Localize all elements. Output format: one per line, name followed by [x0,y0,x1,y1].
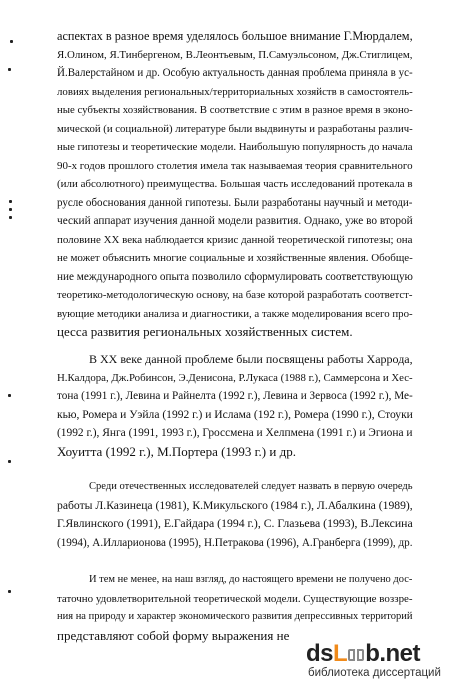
scan-mark [9,208,12,211]
text-line: 90-х годов прошлого столетия имела так называемая теория сравнительного [57,159,413,172]
text-line: кью, Ромера и Уэйла (1992 г.) и Ислама (192 г.), Ромера (1990 г.), Стоуки [57,408,413,421]
text-line: цесса развития региональных хозяйственных систем. [57,324,353,339]
dslib-logo [306,640,420,668]
scan-mark [8,590,11,593]
text-line: вующие методики анализа и диагностики, а также моделирования всего про- [57,307,413,320]
text-line: представляют собой форму выражения не [57,627,290,643]
watermark-caption: библиотека диссертаций [308,667,441,679]
text-line: ные субъекты хозяйствования. В соответствие с этим в разное время в эконо- [57,104,413,116]
text-line: Н.Калдора, Дж.Робинсон, Э.Денисона, Р.Лукаса (1988 г.), Саммерсона и Хес- [57,371,413,384]
text-line: половине XX века наблюдается кризис данной теоретической гипотезы; она [57,233,413,246]
text-line: теоретико-методологическую основу, на базе которой разработать соответст- [57,289,413,301]
text-line: ные гипотезы и теоретические модели. Наибольшую популярность до начала [57,141,413,153]
text-line: ния на природу и характер экономического развития депрессивных территорий [57,611,413,622]
scan-mark [9,216,12,219]
scan-mark [8,68,11,71]
text-line: тона (1991 г.), Левина и Райнелта (1992 г.), Левина и Зервоса (1992 г.), Ме- [57,390,413,402]
text-line: ческий аппарат изучения данной модели развития. Однако, уже во второй [57,215,413,227]
logo-text-l: L [333,640,348,667]
text-line: В XX веке данной проблеме были посвящены работы Харрода, [89,352,413,366]
text-line: аспектах в разное время уделялось большое внимание Г.Мюрдалем, [57,29,413,43]
scan-mark [10,40,13,43]
scan-mark [8,394,11,397]
text-line: (или абсолютного) преимущества. Большая часть исследований протекала в [57,178,413,190]
logo-text-ds: ds [306,640,334,667]
paragraph-2 [57,350,413,461]
text-line: не может объяснить многие социальные и хозяйственные явления. Обобще- [57,252,413,264]
text-line: Й.Валерстайном и др. Особую актуальность данная проблема приняла в ус- [57,67,413,79]
logo-text-bnet: b.net [365,640,421,667]
text-line: (1994), А.Илларионова (1995), Н.Петракова (1996), А.Гранберга (1999), др. [57,536,413,549]
text-line: Я.Олином, Я.Тинбергеном, В.Леонтьевым, П.Самуэльсоном, Дж.Стиглицем, [57,48,413,61]
text-line: И тем не менее, на наш взгляд, до настоящего времени не получено дос- [89,574,413,585]
paragraph-3 [57,478,413,552]
text-line: таточно удовлетворительной теоретической модели. Существующие воззре- [57,592,413,605]
text-line: мической (и социальной) литературе были выдвинуты и разработаны различ- [57,122,413,135]
text-line: ние международного опыта позволило сформулировать соответствующую [57,270,413,283]
text-line: русле обоснования данной гипотезы. Были разработаны научный и методи- [57,196,413,209]
paragraph-1 [57,27,413,342]
text-line: (1992 г.), Янга (1991, 1993 г.), Гроссмена и Хелпмена (1991 г.) и Эгиона и [57,427,413,439]
text-line: работы Л.Казинеца (1981), К.Микульского (1984 г.), Л.Абалкина (1989), [57,498,413,512]
paragraph-4 [57,571,413,645]
text-line: Среди отечественных исследователей следует назвать в первую очередь [89,481,413,492]
text-line: Г.Явлинского (1991), Е.Гайдара (1994 г.), С. Глазьева (1993), В.Лексина [57,517,413,530]
scan-mark [8,460,11,463]
book-icon [348,649,364,661]
scan-mark [9,200,12,203]
text-line: Хоуитта (1992 г.), М.Портера (1993 г.) и др. [57,443,296,459]
dslib-watermark[interactable] [300,636,450,682]
text-line: ловиях выделения региональных/территориальных хозяйств в самостоятель- [57,85,413,98]
